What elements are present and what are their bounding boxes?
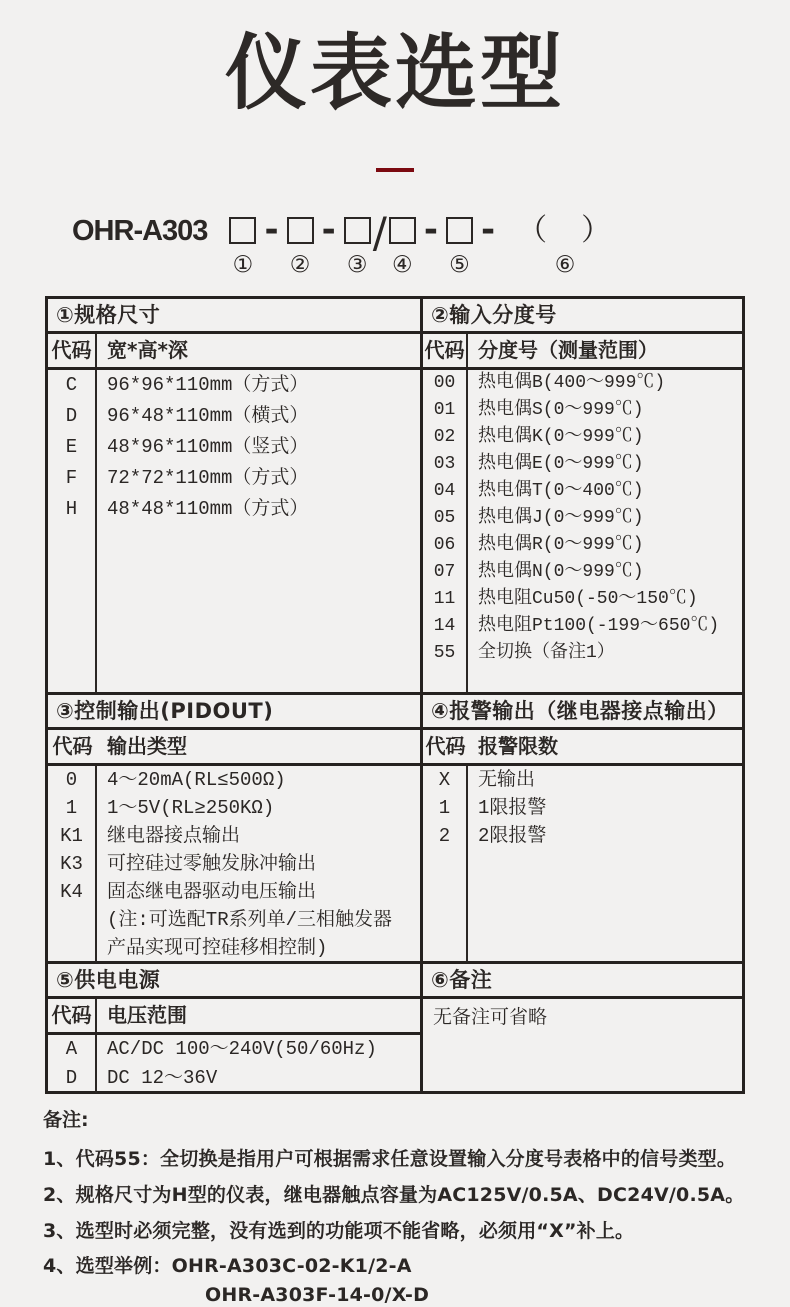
table-row-value: 可控硅过零触发脉冲输出	[107, 853, 317, 875]
table-row-value: 96*96*110mm（方式）	[107, 374, 309, 396]
position-label-5: ⑤	[449, 252, 470, 278]
table-row-value: 热电偶T(0～400℃)	[478, 481, 644, 501]
table-row-value: 96*48*110mm（横式）	[107, 405, 309, 427]
table-row-code: K1	[60, 825, 83, 847]
value-column	[468, 370, 742, 692]
table-row-group-1	[48, 299, 742, 695]
footnote-line: 4、选型举例：OHR-A303C-02-K1/2-A	[43, 1255, 412, 1277]
table-row-value: 热电偶B(400～999℃)	[478, 373, 666, 393]
value-column-header: 宽*高*深	[107, 338, 188, 362]
table-row-code: 11	[433, 589, 456, 609]
model-parens: （ ）	[517, 213, 614, 248]
table-row-code: 2	[438, 825, 451, 847]
value-column	[97, 766, 420, 962]
section-alarm-output	[420, 695, 742, 962]
table-row-code: 03	[433, 454, 456, 474]
position-label-3: ③	[346, 252, 368, 278]
section-control-output-rows	[48, 766, 420, 962]
value-column-header: 报警限数	[478, 734, 558, 758]
table-row-value: 1～5V(RL≥250KΩ)	[107, 797, 275, 819]
section-power-supply	[48, 964, 420, 1093]
table-row-value: 全切换（备注1）	[478, 643, 615, 663]
section-power-supply-column-header	[48, 999, 420, 1035]
footnotes	[43, 1105, 790, 1307]
slash-separator: /	[372, 208, 387, 257]
section-input-graduation-rows	[423, 370, 742, 692]
table-row-value: 2限报警	[478, 825, 547, 847]
table-row-value: 热电阻Cu50(-50～150℃)	[478, 589, 698, 609]
table-row-code: 1	[65, 797, 78, 819]
model-slot-4	[389, 214, 416, 279]
table-row-value: 热电偶J(0～999℃)	[478, 508, 644, 528]
model-box-4	[389, 217, 416, 244]
section-control-output-header: ③控制输出(PIDOUT)	[48, 695, 420, 730]
section-input-graduation-column-header	[423, 334, 742, 370]
table-row-group-2	[48, 695, 742, 964]
code-column-header: 代码	[48, 999, 97, 1032]
table-row-value: 热电阻Pt100(-199～650℃)	[478, 616, 720, 636]
section-alarm-output-rows	[423, 766, 742, 962]
code-column-header: 代码	[425, 734, 466, 758]
model-slot-1	[229, 214, 256, 279]
model-slot-2	[287, 214, 314, 279]
dash-separator: -	[480, 210, 496, 250]
code-column	[423, 370, 468, 692]
table-row-value: 热电偶R(0～999℃)	[478, 535, 644, 555]
table-row-value: 热电偶S(0～999℃)	[478, 400, 644, 420]
footnote-line: 2、规格尺寸为H型的仪表，继电器触点容量为AC125V/0.5A、DC24V/0.5A。	[43, 1184, 745, 1206]
dash-separator: -	[321, 210, 336, 250]
title-accent-dash	[376, 168, 414, 172]
value-column	[468, 766, 742, 962]
table-row-code: 01	[433, 400, 456, 420]
model-slot-6	[517, 214, 613, 279]
footnotes-title: 备注:	[43, 1109, 89, 1131]
table-row-value: 固态继电器驱动电压输出	[107, 881, 317, 903]
section-input-graduation	[420, 299, 742, 692]
section-size-spec-rows	[48, 370, 420, 692]
table-row-code: 05	[433, 508, 456, 528]
model-box-5	[446, 217, 473, 244]
table-row-value: 热电偶K(0～999℃)	[478, 427, 644, 447]
value-column	[97, 370, 420, 692]
table-row-value: 无输出	[478, 769, 536, 791]
code-column	[48, 1035, 97, 1093]
table-row-code: F	[65, 467, 78, 489]
value-column-header: 输出类型	[107, 734, 187, 758]
code-column-header: 代码	[48, 334, 97, 367]
table-row-code: D	[65, 405, 78, 427]
table-row-code: 55	[433, 643, 456, 663]
code-column	[48, 766, 97, 962]
table-row-code: 0	[65, 769, 78, 791]
section-alarm-output-column-header	[423, 730, 742, 766]
model-code-line	[72, 208, 790, 279]
table-row-value: 48*96*110mm（竖式）	[107, 436, 309, 458]
table-row-code: C	[65, 374, 78, 396]
position-label-2: ②	[289, 252, 311, 278]
value-column-header: 分度号（测量范围）	[478, 338, 658, 362]
model-box-1	[229, 217, 256, 244]
table-row-group-3	[48, 964, 742, 1091]
table-row-code: 14	[433, 616, 456, 636]
table-row-code: E	[65, 436, 78, 458]
footnote-lines	[43, 1148, 790, 1307]
section-alarm-output-header: ④报警输出（继电器接点输出）	[423, 695, 742, 730]
footnote-line: OHR-A303F-14-0/X-D	[205, 1284, 430, 1306]
table-row-code: 00	[433, 373, 456, 393]
table-row-value: 热电偶E(0～999℃)	[478, 454, 644, 474]
section-size-spec-column-header	[48, 334, 420, 370]
footnote-line: 1、代码55：全切换是指用户可根据需求任意设置输入分度号表格中的信号类型。	[43, 1148, 737, 1170]
table-row-value: 热电偶N(0～999℃)	[478, 562, 644, 582]
model-box-2	[287, 217, 314, 244]
table-row-value: (注:可选配TR系列单/三相触发器	[107, 909, 393, 931]
code-column-header: 代码	[52, 734, 93, 758]
code-column-header: 代码	[423, 334, 468, 367]
model-slot-3	[344, 214, 371, 279]
code-column	[48, 370, 97, 692]
table-row-value: 48*48*110mm（方式）	[107, 498, 309, 520]
table-row-value: 继电器接点输出	[107, 825, 241, 847]
section-power-supply-header: ⑤供电电源	[48, 964, 420, 999]
table-row-value: AC/DC 100～240V(50/60Hz)	[107, 1038, 377, 1060]
table-row-code: X	[438, 769, 451, 791]
table-row-value: 产品实现可控硅移相控制)	[107, 937, 328, 959]
table-row-value: 4～20mA(RL≤500Ω)	[107, 769, 286, 791]
page-title: 仪表选型	[224, 26, 565, 121]
table-row-value: 1限报警	[478, 797, 547, 819]
table-row-value: DC 12～36V	[107, 1067, 218, 1089]
section-control-output-column-header	[48, 730, 420, 766]
model-slot-5	[446, 214, 473, 279]
section-control-output	[48, 695, 420, 962]
table-row-code: K3	[60, 853, 83, 875]
table-row-code: H	[65, 498, 78, 520]
section-size-spec-header: ①规格尺寸	[48, 299, 420, 334]
table-row-code: 1	[438, 797, 451, 819]
table-row-code: 02	[433, 427, 456, 447]
section-remark	[420, 964, 742, 1093]
position-label-6: ⑥	[554, 252, 576, 278]
position-label-1: ①	[232, 252, 254, 278]
footnote-line: 3、选型时必须完整，没有选到的功能项不能省略，必须用“X”补上。	[43, 1220, 635, 1242]
table-row-code: A	[65, 1038, 78, 1060]
model-prefix: OHR-A303	[72, 215, 208, 247]
page-root	[0, 26, 790, 1307]
dash-separator: -	[264, 210, 279, 250]
table-row-code: 04	[433, 481, 456, 501]
value-column	[97, 1035, 420, 1093]
section-power-supply-rows	[48, 1035, 420, 1093]
section-input-graduation-header: ②输入分度号	[423, 299, 742, 334]
section-size-spec	[48, 299, 420, 692]
value-column-header: 电压范围	[107, 1003, 187, 1027]
remark-content: 无备注可省略	[433, 1007, 548, 1029]
section-remark-header: ⑥备注	[423, 964, 742, 999]
selection-spec-table	[45, 296, 745, 1094]
table-row-value: 72*72*110mm（方式）	[107, 467, 309, 489]
table-row-code: K4	[60, 881, 83, 903]
dash-separator: -	[423, 210, 438, 250]
model-box-3	[344, 217, 371, 244]
table-row-code: D	[65, 1067, 78, 1089]
position-label-4: ④	[392, 252, 413, 278]
code-column	[423, 766, 468, 962]
table-row-code: 06	[433, 535, 456, 555]
table-row-code: 07	[433, 562, 456, 582]
